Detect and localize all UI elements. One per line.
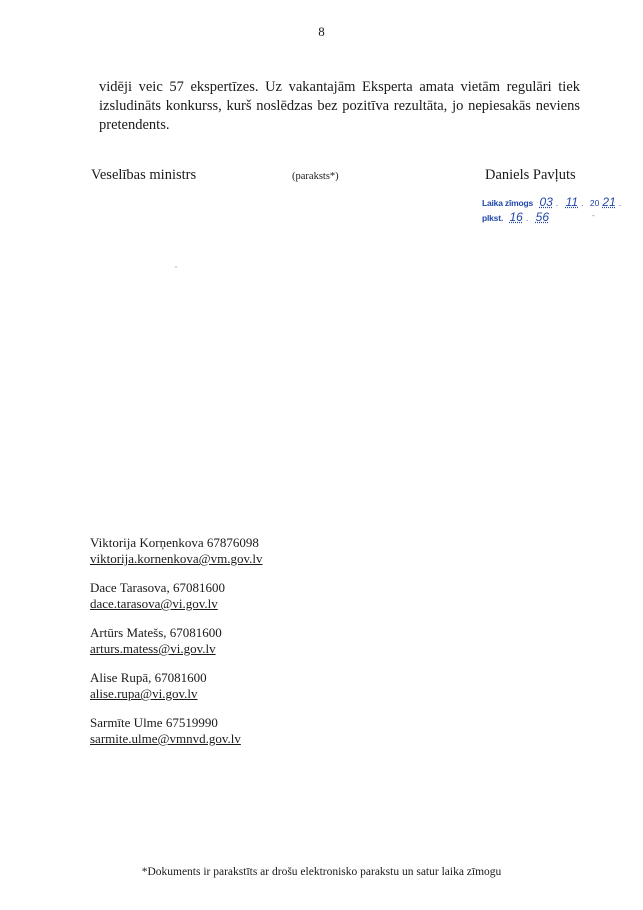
stamp-year-prefix: 20 [589, 198, 600, 208]
contact-line: Alise Rupā, 67081600 [90, 670, 207, 685]
page-number: 8 [318, 24, 325, 39]
signatory-title: Veselības ministrs [91, 167, 197, 183]
contact-item [90, 715, 263, 747]
contact-item [90, 535, 263, 567]
time-stamp-label: Laika zīmogs [482, 198, 533, 208]
time-stamp-time-row: plkst. 16 . 56 [482, 210, 550, 224]
contact-item [90, 580, 263, 612]
contact-email-link[interactable]: arturs.matess@vi.gov.lv [90, 641, 216, 656]
signature-mark: (paraksts*) [292, 171, 339, 182]
contacts-list [90, 535, 263, 760]
contact-line: Artūrs Matešs, 67081600 [90, 625, 222, 640]
scan-speck [175, 266, 177, 268]
stamp-day: 03 [539, 195, 553, 209]
contact-line: Dace Tarasova, 67081600 [90, 580, 225, 595]
scan-mark: - [592, 211, 595, 220]
contact-email-link[interactable]: sarmite.ulme@vmnvd.gov.lv [90, 731, 241, 746]
contact-email-link[interactable]: viktorija.kornenkova@vm.gov.lv [90, 551, 263, 566]
stamp-hour: 16 [509, 210, 523, 224]
contact-line: Viktorija Korņenkova 67876098 [90, 535, 259, 550]
time-label: plkst. [482, 213, 504, 223]
footer-note: *Dokuments ir parakstīts ar drošu elektronisko parakstu un satur laika zīmogu [141, 866, 502, 878]
time-stamp-date-row: Laika zīmogs 03 . 11 . 20 21 . [482, 195, 622, 209]
contact-item [90, 670, 263, 702]
contact-item [90, 625, 263, 657]
stamp-year: 21 [602, 195, 616, 209]
contact-email-link[interactable]: dace.tarasova@vi.gov.lv [90, 596, 218, 611]
contact-line: Sarmīte Ulme 67519990 [90, 715, 218, 730]
body-paragraph: vidēji veic 57 ekspertīzes. Uz vakantajām Eksperta amata vietām regulāri tiek izsludināts konkurss, kurš noslēdzas bez pozitīva rezultāta, jo nepiesakās neviens pretendents. [99, 79, 580, 133]
stamp-minute: 56 [535, 210, 550, 224]
stamp-month: 11 [565, 195, 579, 209]
signatory-name: Daniels Pavļuts [485, 167, 576, 183]
contact-email-link[interactable]: alise.rupa@vi.gov.lv [90, 686, 198, 701]
